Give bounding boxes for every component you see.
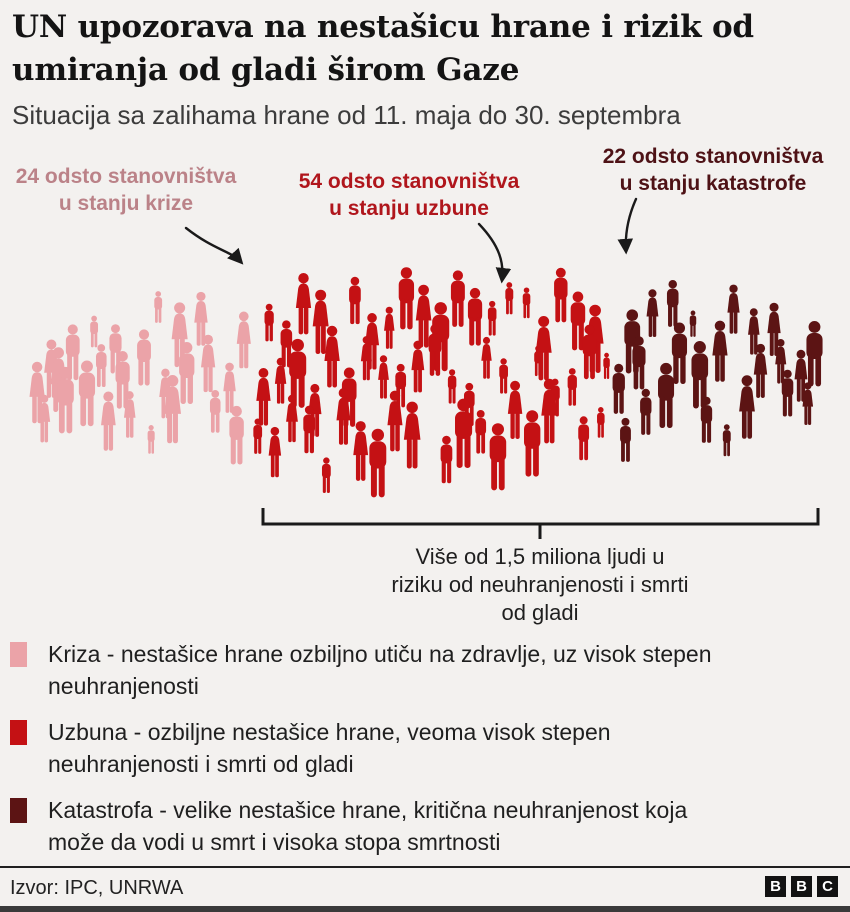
person-figure (324, 326, 339, 388)
person-figure (137, 329, 151, 385)
person-figure (101, 392, 116, 451)
person-figure (672, 323, 687, 385)
person-figure (490, 423, 507, 490)
annotation-crisis-line-2: u stanju krize (58, 192, 194, 215)
person-figure (229, 406, 243, 465)
person-figure (613, 364, 625, 414)
person-figure (79, 361, 95, 427)
person-figure (505, 282, 513, 314)
person-figure (404, 402, 421, 469)
person-figure (481, 337, 491, 379)
person-figure (647, 289, 659, 337)
bottom-bar (0, 906, 850, 912)
person-figure (475, 410, 486, 454)
person-figure (455, 399, 472, 468)
person-figure (448, 369, 456, 403)
person-figure (378, 355, 389, 398)
person-figure (739, 375, 755, 438)
person-figure (399, 267, 414, 329)
legend-crisis-line-1: Kriza - nestašice hrane ozbiljno utiču na zdravlje, uz visok stepen (48, 641, 712, 667)
bracket (0, 500, 850, 545)
legend-swatch-catastrophe (10, 798, 27, 823)
person-figure (620, 418, 631, 462)
legend-catastrophe-line-1: Katastrofa - velike nestašice hrane, kritična neuhranjenost koja (48, 797, 688, 823)
bracket-label-line-2: riziku od neuhranjenosti i smrti (391, 572, 689, 597)
person-figure (658, 363, 674, 428)
person-figure (712, 321, 727, 382)
person-figure (499, 358, 508, 393)
person-figure (384, 307, 394, 349)
person-figure (265, 304, 274, 342)
person-figure (210, 390, 221, 433)
person-figure (90, 316, 98, 348)
person-figure (806, 321, 822, 386)
annotation-catastrophe-line-2: u stanju katastrofe (619, 172, 807, 195)
person-figure (523, 287, 531, 318)
bracket-label-line-1: Više od 1,5 miliona ljudi u (415, 544, 665, 569)
legend-crisis-line-2: neuhranjenosti (48, 673, 199, 699)
person-figure (723, 424, 731, 456)
annotation-alert-line-2: u stanju uzbune (329, 197, 489, 220)
person-figure (148, 425, 155, 454)
person-figure (411, 341, 424, 393)
bracket-label-line-3: od gladi (501, 600, 579, 625)
bbc-logo-block-1: B (765, 876, 786, 897)
person-figure (237, 312, 251, 369)
legend-alert-line-2: neuhranjenosti i smrti od gladi (48, 751, 354, 777)
bracket-label (250, 543, 830, 627)
person-figure (387, 391, 402, 452)
person-figure (349, 277, 361, 324)
person-figure (296, 273, 311, 334)
person-figure (395, 364, 406, 407)
person-figure (554, 268, 567, 323)
person-figure (578, 416, 589, 460)
legend-text-alert (48, 716, 611, 780)
person-figure (640, 389, 651, 435)
bbc-logo-block-2: B (791, 876, 812, 897)
person-figure (568, 368, 577, 406)
person-figure (667, 280, 679, 327)
page-title (12, 6, 754, 92)
person-figure (727, 285, 739, 334)
person-figure (154, 291, 162, 323)
legend-item-alert (10, 716, 830, 780)
person-figure (597, 407, 605, 438)
person-figure (468, 288, 482, 346)
person-figure (223, 363, 235, 413)
person-figure (508, 381, 522, 439)
person-figure (322, 457, 331, 493)
legend-swatch-alert (10, 720, 27, 745)
annotation-catastrophe-line-1: 22 odsto stanovništva (602, 145, 824, 168)
person-figure (313, 290, 329, 354)
person-figure (690, 311, 697, 337)
person-figure (451, 270, 465, 327)
footer-divider (0, 866, 850, 868)
person-figure (369, 429, 386, 498)
page-subtitle: Situacija sa zalihama hrane od 11. maja do 30. septembra (12, 100, 681, 130)
source-credit: Izvor: IPC, UNRWA (10, 877, 184, 899)
page-title-line-1: UN upozorava na nestašicu hrane i rizik od (12, 9, 754, 45)
page-title-line-2: umiranja od gladi širom Gaze (12, 52, 520, 88)
legend-alert-line-1: Uzbuna - ozbiljne nestašice hrane, veoma visok stepen (48, 719, 611, 745)
person-figure (603, 353, 609, 379)
crowd-pictogram (0, 240, 850, 530)
person-figure (488, 301, 497, 336)
person-figure (524, 410, 540, 476)
person-figure (353, 421, 368, 481)
person-figure (96, 344, 107, 387)
person-figure (256, 368, 270, 426)
person-figure (441, 436, 453, 483)
person-figure (536, 316, 552, 380)
legend-text-catastrophe (48, 794, 687, 858)
legend-item-crisis (10, 638, 830, 702)
legend-item-catastrophe (10, 794, 830, 858)
annotation-crisis-line-1: 24 odsto stanovništva (15, 165, 237, 188)
bbc-logo-block-3: C (817, 876, 838, 897)
legend-swatch-crisis (10, 642, 27, 667)
bbc-logo (765, 876, 838, 897)
annotation-alert-line-1: 54 odsto stanovništva (298, 170, 520, 193)
legend-text-crisis (48, 638, 712, 702)
legend-catastrophe-line-2: može da vodi u smrt i visoka stopa smrtnosti (48, 829, 501, 855)
person-figure (269, 427, 282, 477)
